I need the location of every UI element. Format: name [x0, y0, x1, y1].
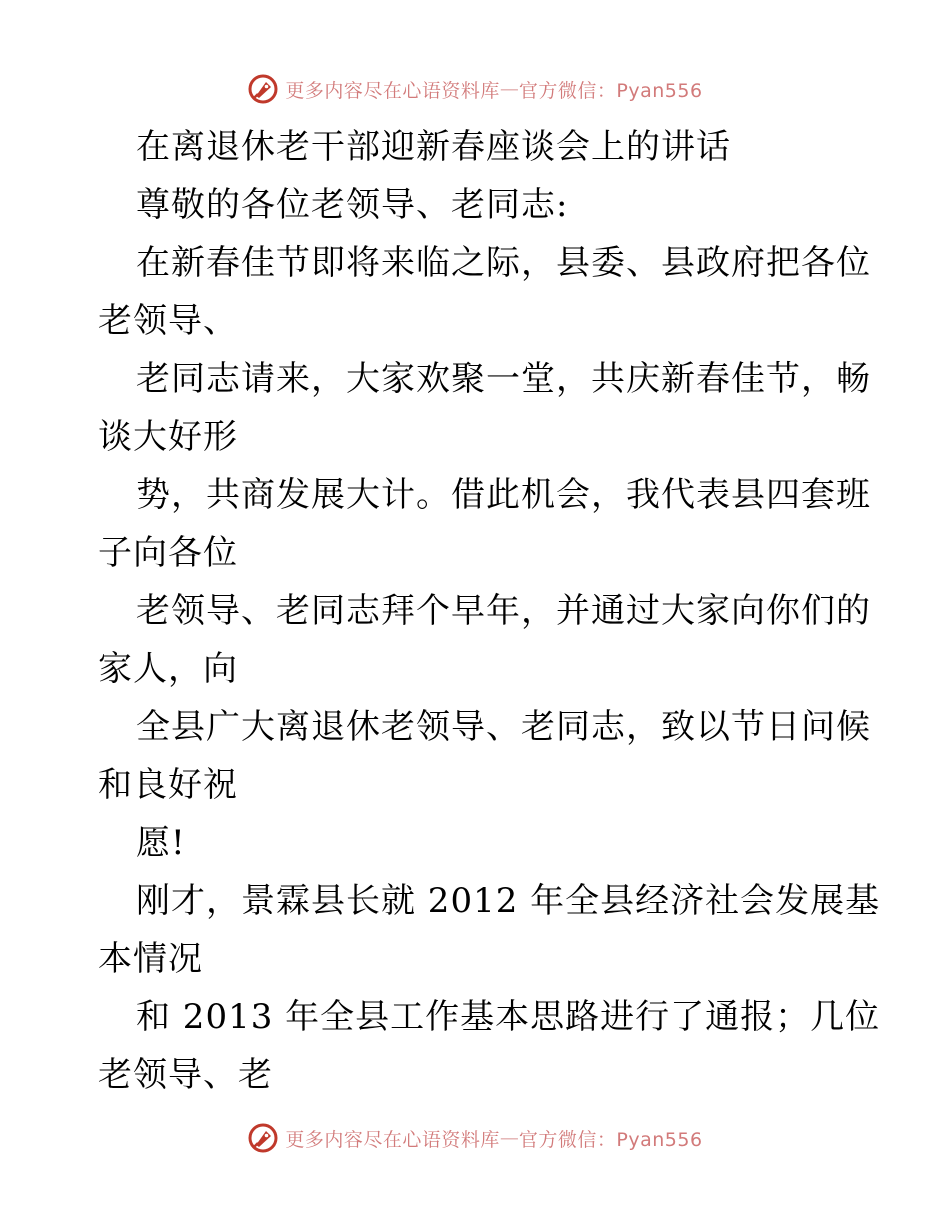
- pen-nib-logo-icon: [247, 73, 279, 105]
- text-line: 本情况: [98, 939, 203, 979]
- banner-separator: —: [499, 1127, 519, 1149]
- text-line: 家人，向: [98, 649, 238, 689]
- text-line: 愿!: [136, 823, 186, 863]
- pen-nib-logo-icon: [247, 1122, 279, 1154]
- text-line: 势，共商发展大计。借此机会，我代表县四套班: [136, 475, 871, 515]
- banner-contact: 官方微信：Pyan556: [518, 79, 703, 102]
- banner-contact: 官方微信：Pyan556: [518, 1128, 703, 1151]
- banner-title: 更多内容尽在心语资料库: [285, 79, 500, 102]
- text-line: 子向各位: [98, 533, 238, 573]
- document-body: [98, 118, 881, 1104]
- text-line: 老领导、: [98, 301, 238, 341]
- header-banner: [0, 72, 950, 106]
- footer-banner: [0, 1121, 950, 1155]
- text-line: 和 2013 年全县工作基本思路进行了通报；几位: [136, 997, 881, 1037]
- document-title: 在离退休老干部迎新春座谈会上的讲话: [136, 127, 731, 167]
- text-line: 刚才，景霖县长就 2012 年全县经济社会发展基: [136, 881, 881, 921]
- text-line: 老领导、老: [98, 1055, 273, 1095]
- text-line: 老领导、老同志拜个早年，并通过大家向你们的: [136, 591, 871, 631]
- salutation: 尊敬的各位老领导、老同志:: [136, 185, 569, 225]
- text-line: 在新春佳节即将来临之际，县委、县政府把各位: [136, 243, 871, 283]
- text-line: 老同志请来，大家欢聚一堂，共庆新春佳节，畅: [136, 359, 871, 399]
- text-line: 谈大好形: [98, 417, 238, 457]
- text-line: 全县广大离退休老领导、老同志，致以节日问候: [136, 707, 871, 747]
- banner-separator: —: [499, 78, 519, 100]
- banner-title: 更多内容尽在心语资料库: [285, 1128, 500, 1151]
- text-line: 和良好祝: [98, 765, 238, 805]
